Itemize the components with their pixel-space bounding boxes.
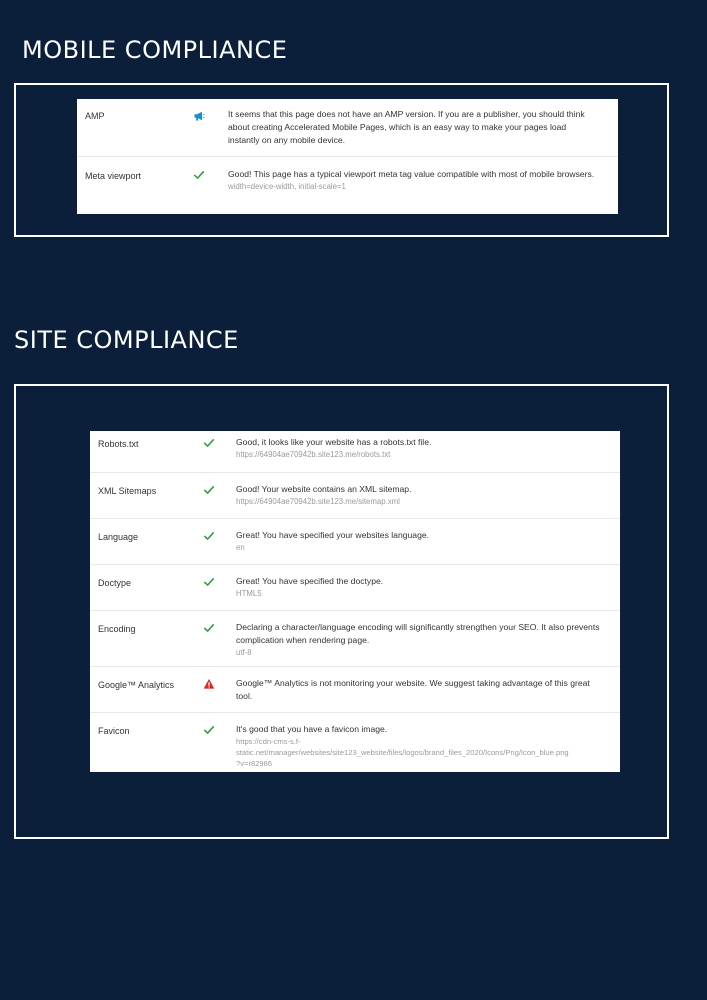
check-label: Favicon [98,726,130,736]
table-row [90,611,620,667]
check-icon [203,724,215,736]
check-label: Meta viewport [85,171,142,181]
check-label: AMP [85,111,105,121]
check-message [236,621,606,658]
message-text: Good! Your website contains an XML sitemap. [236,484,412,494]
check-message [236,677,606,703]
message-detail: width=device-width, initial-scale=1 [228,182,346,191]
message-text: Google™ Analytics is not monitoring your website. We suggest taking advantage of this great tool. [236,678,590,701]
message-text: Great! You have specified the doctype. [236,576,384,586]
favicon-url-line: ?v=r82986 [236,759,273,768]
table-row [77,99,618,157]
table-row [90,431,620,473]
message-text: Good, it looks like your website has a robots.txt file. [236,437,432,447]
check-message [236,483,606,507]
message-detail: utf-8 [236,648,252,657]
message-detail: https://64904ae70942b.site123.me/sitemap.xml [236,497,400,506]
message-text: Great! You have specified your websites language. [236,530,430,540]
check-label: Robots.txt [98,439,139,449]
table-row [90,473,620,519]
message-text: Declaring a character/language encoding will significantly strengthen your SEO. It also prevents complication when rendering page. [236,622,600,645]
table-row [90,713,620,772]
table-row [77,157,618,214]
message-detail: HTML5 [236,589,262,598]
mobile-compliance-title: MOBILE COMPLIANCE [22,36,288,64]
favicon-url-line: static.net/manager/websites/site123_website/files/logos/brand_files_2020/Icons/Png/Icon_blue.png [236,748,569,757]
mobile-compliance-frame [14,83,669,237]
mobile-compliance-card [77,99,618,214]
site-compliance-title: SITE COMPLIANCE [14,326,239,354]
check-message [236,529,606,553]
megaphone-icon [193,110,205,122]
message-text: Good! This page has a typical viewport meta tag value compatible with most of mobile browsers. [228,169,595,179]
favicon-url-line: https://cdn-cms-s.f- [236,737,301,746]
check-label: Google™ Analytics [98,680,175,690]
message-detail [236,736,611,769]
check-label: Language [98,532,139,542]
check-label: Encoding [98,624,136,634]
check-icon [203,437,215,449]
message-detail: en [236,543,245,552]
check-icon [203,484,215,496]
check-icon [203,530,215,542]
site-compliance-frame [14,384,669,839]
message-text: It's good that you have a favicon image. [236,724,388,734]
message-text: It seems that this page does not have an AMP version. If you are a publisher, you should think about creating Accelerated Mobile Pages, which is an easy way to make your pages load instantly on any mobile device. [228,109,585,145]
warning-icon [203,678,215,690]
site-compliance-card [90,431,620,772]
table-row [90,667,620,713]
check-icon [193,169,205,181]
check-message [236,723,611,769]
message-detail: https://64904ae70942b.site123.me/robots.txt [236,450,391,459]
check-icon [203,576,215,588]
check-message [228,108,598,147]
check-label: Doctype [98,578,132,588]
check-message [228,168,598,192]
check-label: XML Sitemaps [98,486,157,496]
check-message [236,575,606,599]
check-icon [203,622,215,634]
check-message [236,436,606,460]
table-row [90,565,620,611]
table-row [90,519,620,565]
